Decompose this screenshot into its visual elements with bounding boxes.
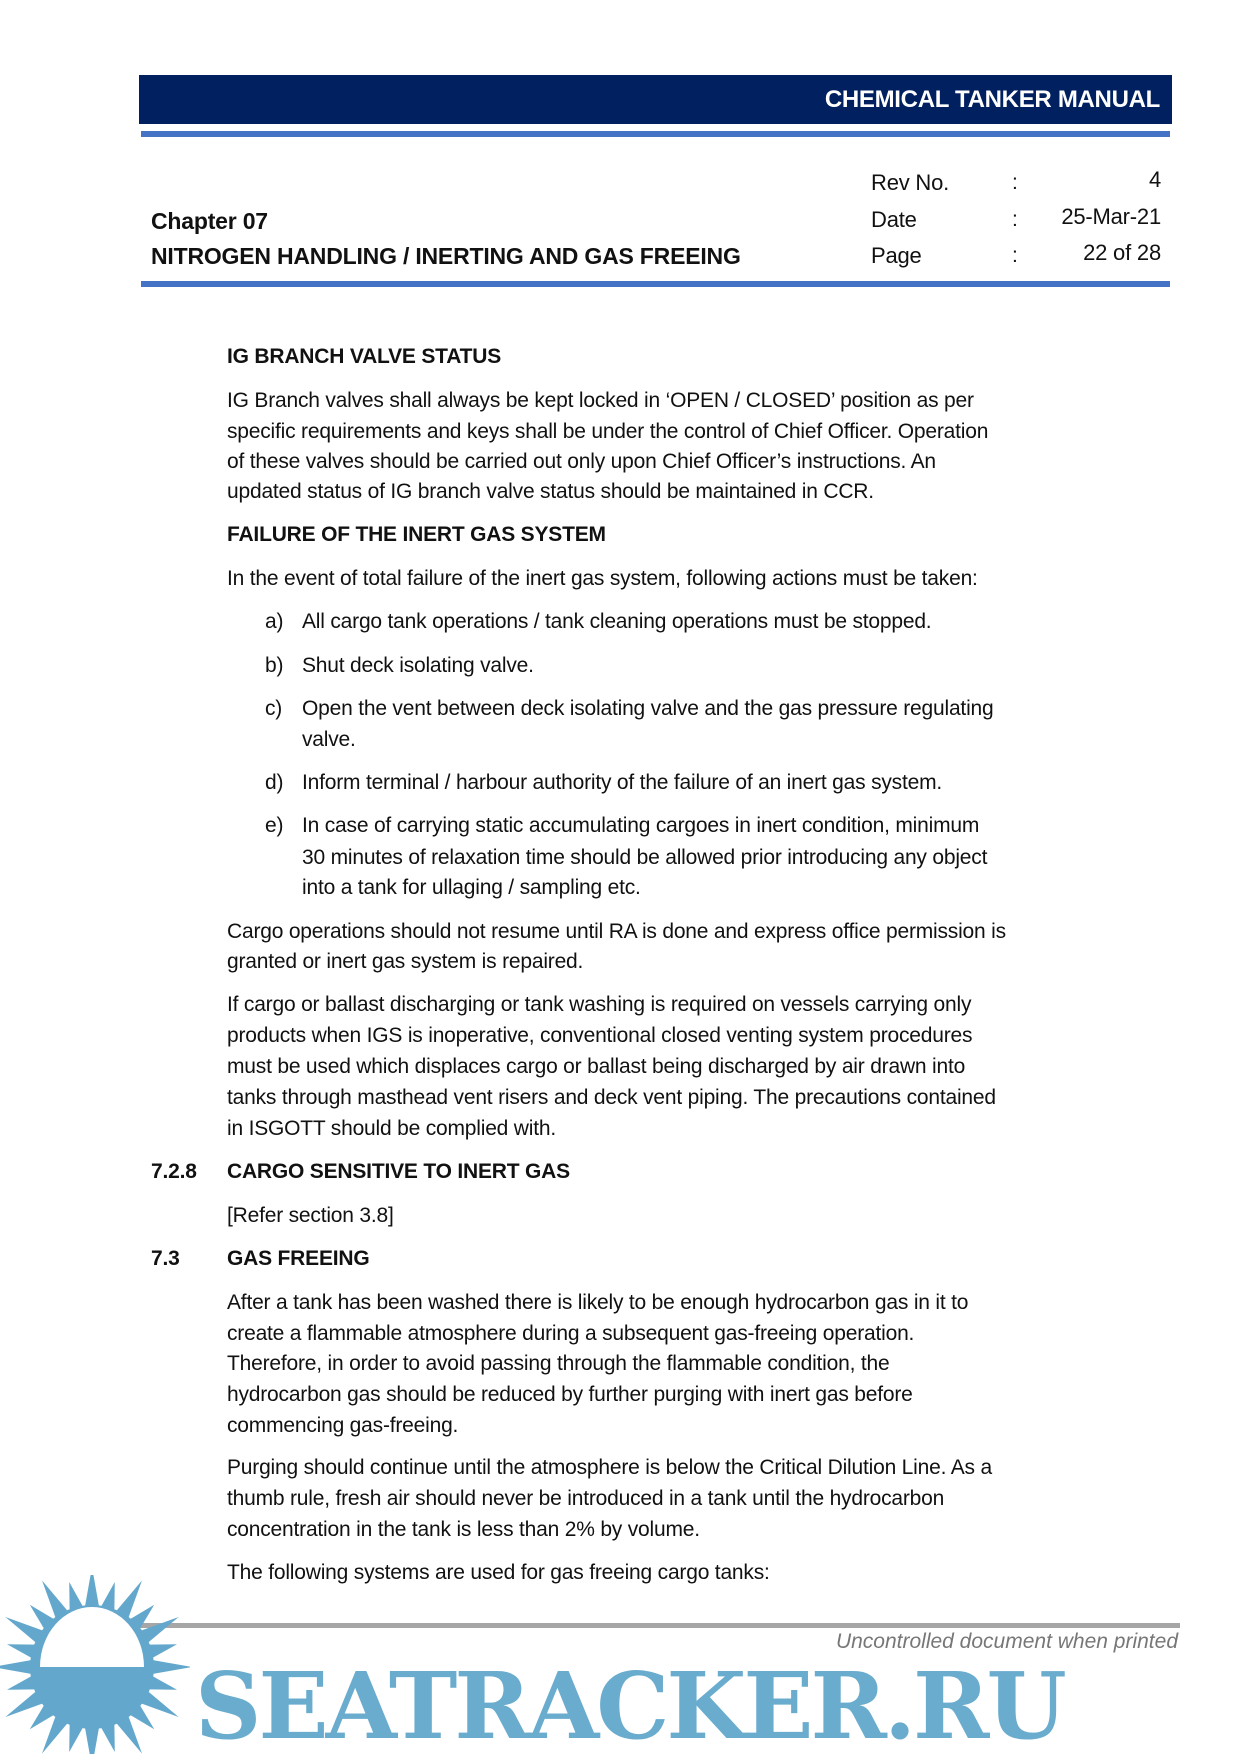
meta-label: Date bbox=[871, 207, 917, 232]
paragraph-line: The following systems are used for gas freeing cargo tanks: bbox=[227, 1561, 770, 1584]
footer-note: Uncontrolled document when printed bbox=[835, 1630, 1178, 1653]
list-item-line: valve. bbox=[302, 728, 356, 751]
meta-label: Page bbox=[871, 243, 922, 268]
watermark: SEATRACKER.RU bbox=[195, 1652, 1064, 1754]
list-item-line: Inform terminal / harbour authority of the failure of an inert gas system. bbox=[302, 771, 943, 794]
paragraph-line: of these valves should be carried out only upon Chief Officer’s instructions. An bbox=[227, 450, 936, 473]
section-heading: CARGO SENSITIVE TO INERT GAS bbox=[227, 1160, 570, 1183]
paragraph-line: After a tank has been washed there is likely to be enough hydrocarbon gas in it to bbox=[227, 1291, 969, 1314]
list-item-line: In case of carrying static accumulating cargoes in inert condition, minimum bbox=[302, 814, 980, 837]
chapter-number: Chapter 07 bbox=[151, 208, 268, 234]
list-marker: a) bbox=[265, 610, 284, 633]
list-marker: b) bbox=[265, 654, 284, 677]
meta-value: 4 bbox=[1148, 167, 1161, 192]
paragraph-line: create a flammable atmosphere during a subsequent gas-freeing operation. bbox=[227, 1322, 915, 1345]
sun-logo-icon bbox=[0, 1575, 190, 1754]
meta-separator: : bbox=[1012, 208, 1018, 231]
header-divider bbox=[141, 131, 1170, 137]
list-item-line: Shut deck isolating valve. bbox=[302, 654, 534, 677]
paragraph-line: [Refer section 3.8] bbox=[227, 1204, 394, 1227]
paragraph-line: Purging should continue until the atmosphere is below the Critical Dilution Line. As a bbox=[227, 1456, 992, 1479]
section-number: 7.2.8 bbox=[151, 1160, 197, 1183]
paragraph-line: hydrocarbon gas should be reduced by further purging with inert gas before bbox=[227, 1383, 913, 1406]
section-heading: IG BRANCH VALVE STATUS bbox=[227, 345, 502, 368]
meta-separator: : bbox=[1012, 171, 1018, 194]
section-heading: FAILURE OF THE INERT GAS SYSTEM bbox=[227, 523, 606, 546]
paragraph-line: thumb rule, fresh air should never be introduced in a tank until the hydrocarbon bbox=[227, 1487, 945, 1510]
paragraph-line: granted or inert gas system is repaired. bbox=[227, 950, 584, 973]
meta-value: 25-Mar-21 bbox=[1061, 204, 1161, 229]
meta-separator: : bbox=[1012, 244, 1018, 267]
meta-label: Rev No. bbox=[871, 170, 950, 195]
list-item-line: 30 minutes of relaxation time should be allowed prior introducing any object bbox=[302, 846, 988, 869]
list-marker: c) bbox=[265, 697, 283, 720]
list-marker: e) bbox=[265, 814, 284, 837]
paragraph-line: tanks through masthead vent risers and deck vent piping. The precautions contained bbox=[227, 1086, 996, 1109]
footer-divider bbox=[140, 1623, 1180, 1628]
list-marker: d) bbox=[265, 771, 284, 794]
paragraph-line: in ISGOTT should be complied with. bbox=[227, 1117, 556, 1140]
paragraph-line: IG Branch valves shall always be kept locked in ‘OPEN / CLOSED’ position as per bbox=[227, 389, 974, 412]
list-item-line: into a tank for ullaging / sampling etc. bbox=[302, 876, 641, 899]
header-bottom-divider bbox=[141, 281, 1170, 287]
paragraph-line: In the event of total failure of the inert gas system, following actions must be taken: bbox=[227, 567, 978, 590]
paragraph-line: products when IGS is inoperative, conventional closed venting system procedures bbox=[227, 1024, 973, 1047]
chapter-title: NITROGEN HANDLING / INERTING AND GAS FREEING bbox=[151, 243, 741, 269]
list-item-line: Open the vent between deck isolating valve and the gas pressure regulating bbox=[302, 697, 994, 720]
manual-title: CHEMICAL TANKER MANUAL bbox=[824, 86, 1160, 113]
paragraph-line: Cargo operations should not resume until RA is done and express office permission is bbox=[227, 920, 1006, 943]
meta-value: 22 of 28 bbox=[1083, 240, 1161, 265]
paragraph-line: specific requirements and keys shall be under the control of Chief Officer. Operation bbox=[227, 420, 989, 443]
section-heading: GAS FREEING bbox=[227, 1247, 370, 1270]
paragraph-line: must be used which displaces cargo or ballast being discharged by air drawn into bbox=[227, 1055, 966, 1078]
section-number: 7.3 bbox=[151, 1247, 180, 1270]
paragraph-line: updated status of IG branch valve status should be maintained in CCR. bbox=[227, 480, 874, 503]
list-item-line: All cargo tank operations / tank cleaning operations must be stopped. bbox=[302, 610, 932, 633]
paragraph-line: Therefore, in order to avoid passing through the flammable condition, the bbox=[227, 1352, 890, 1375]
paragraph-line: commencing gas-freeing. bbox=[227, 1414, 459, 1437]
paragraph-line: If cargo or ballast discharging or tank washing is required on vessels carrying only bbox=[227, 993, 972, 1016]
paragraph-line: concentration in the tank is less than 2% by volume. bbox=[227, 1518, 700, 1541]
